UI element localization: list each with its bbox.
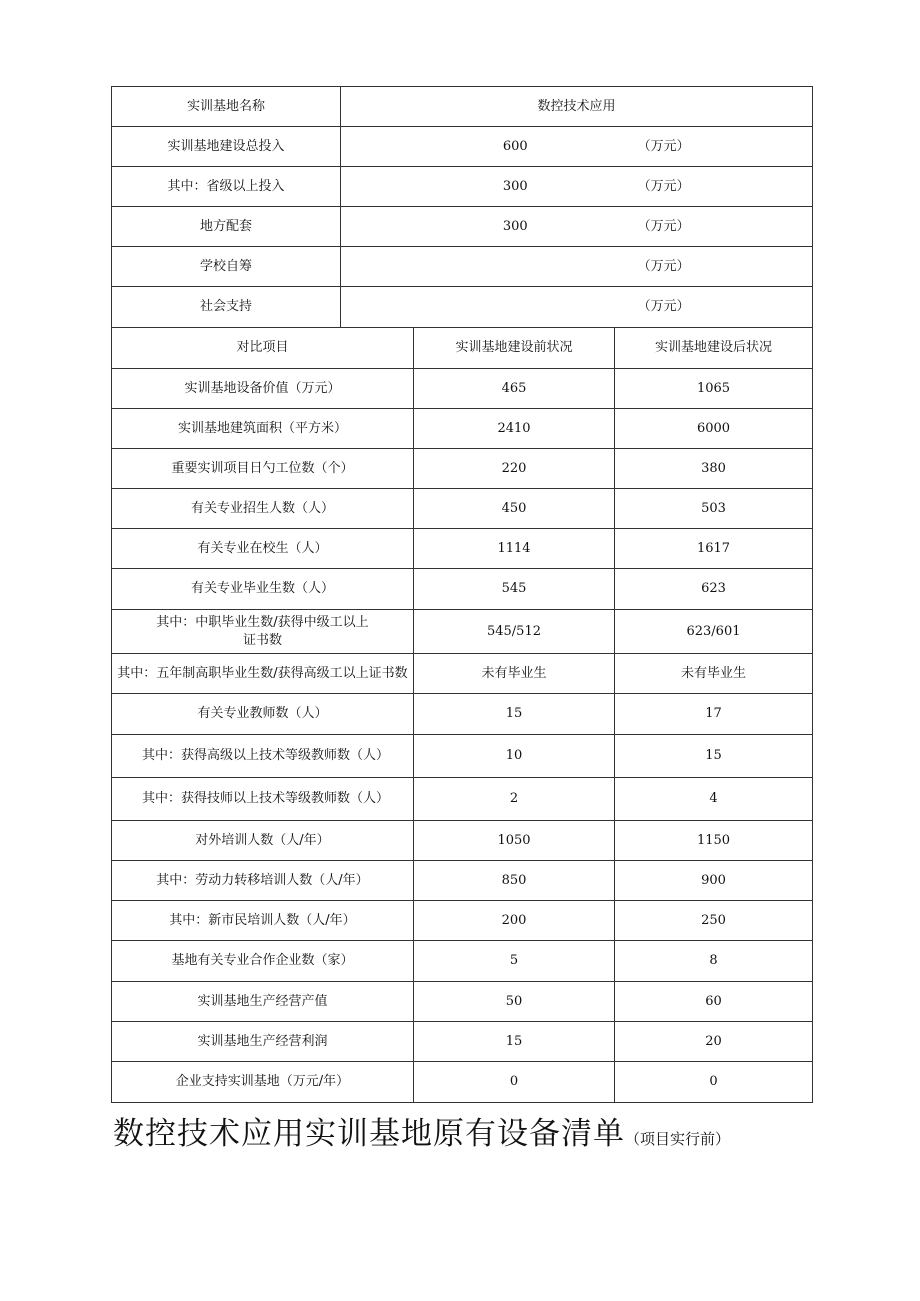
after-value: 623	[614, 569, 812, 609]
header-after: 实训基地建设后状况	[614, 328, 812, 368]
after-value: 1150	[614, 821, 812, 860]
amount-unit: （万元）	[637, 218, 690, 234]
amount-value: 300	[502, 178, 528, 194]
table-row	[111, 409, 813, 449]
before-value: 15	[413, 1022, 614, 1061]
before-value: 0	[413, 1062, 614, 1102]
heading-note: （项目实行前）	[625, 1130, 731, 1148]
after-value: 250	[614, 901, 812, 940]
table-row	[111, 287, 813, 328]
amount-cell	[340, 287, 812, 327]
item-label: 基地有关专业合作企业数（家）	[171, 953, 354, 968]
table-row	[111, 86, 813, 127]
table-row	[111, 861, 813, 901]
after-value: 1065	[614, 369, 812, 408]
table-row	[111, 778, 813, 821]
table-row	[111, 901, 813, 941]
after-value: 900	[614, 861, 812, 900]
base-name-value: 数控技术应用	[340, 87, 812, 126]
item-label: 企业支持实训基地（万元/年）	[175, 1074, 350, 1089]
after-value: 15	[614, 735, 812, 777]
amount-cell	[340, 247, 812, 286]
amount-cell	[340, 207, 812, 246]
amount-unit: （万元）	[637, 138, 690, 154]
table-row	[111, 127, 813, 167]
after-value: 8	[614, 941, 812, 981]
item-label: 其中：获得高级以上技术等级教师数（人）	[142, 748, 390, 763]
after-value: 4	[614, 778, 812, 820]
table-row	[111, 207, 813, 247]
amount-value: 600	[502, 138, 528, 154]
table-row	[111, 610, 813, 654]
before-value: 1050	[413, 821, 614, 860]
table-row	[111, 982, 813, 1022]
after-value: 17	[614, 694, 812, 734]
amount-unit: （万元）	[637, 258, 690, 274]
item-label: 有关专业招生人数（人）	[190, 500, 334, 516]
before-value: 10	[413, 735, 614, 777]
table-row	[111, 941, 813, 982]
item-label: 其中：获得技师以上技术等级教师数（人）	[142, 791, 390, 806]
table-row	[111, 1022, 813, 1062]
after-value: 503	[614, 489, 812, 528]
table-row	[111, 529, 813, 569]
table-row	[111, 489, 813, 529]
before-value: 15	[413, 694, 614, 734]
before-value: 2410	[413, 409, 614, 448]
item-label: 重要实训项目日勺工位数（个）	[171, 460, 354, 476]
after-value: 60	[614, 982, 812, 1021]
before-value: 50	[413, 982, 614, 1021]
amount-cell	[340, 127, 812, 166]
after-value: 623/601	[614, 610, 812, 653]
table-row	[111, 694, 813, 735]
item-label: 对外培训人数（人/年）	[195, 832, 330, 848]
before-value: 450	[413, 489, 614, 528]
item-label: 其中：新市民培训人数（人/年）	[169, 912, 356, 928]
after-value: 380	[614, 449, 812, 488]
table-row	[111, 369, 813, 409]
item-label: 其中：中职毕业生数/获得中级工以上证书数	[156, 614, 369, 648]
amount-cell	[340, 167, 812, 206]
after-value: 0	[614, 1062, 812, 1102]
amount-unit: （万元）	[637, 178, 690, 194]
before-value: 5	[413, 941, 614, 981]
before-value: 未有毕业生	[413, 654, 614, 693]
table-row	[111, 735, 813, 778]
table-row	[111, 569, 813, 610]
table-row	[111, 167, 813, 207]
before-value: 200	[413, 901, 614, 940]
heading-main: 数控技术应用实训基地原有设备清单	[113, 1116, 625, 1152]
amount-value: 300	[502, 218, 528, 234]
training-base-table	[111, 86, 813, 1103]
row-label: 实训基地名称	[186, 98, 265, 114]
item-label: 有关专业毕业生数（人）	[190, 581, 334, 596]
after-value: 1617	[614, 529, 812, 568]
amount-unit: （万元）	[637, 299, 690, 314]
compare-header-row	[111, 328, 813, 369]
table-row	[111, 1062, 813, 1103]
before-value: 1114	[413, 529, 614, 568]
item-label: 实训基地生产经营产值	[197, 993, 328, 1009]
item-label: 其中：五年制高职毕业生数/获得高级工以上证书数	[117, 665, 408, 681]
item-label: 实训基地建筑面积（平方米）	[177, 420, 347, 436]
amount-value	[341, 298, 558, 316]
item-label: 其中：劳动力转移培训人数（人/年）	[156, 872, 369, 888]
after-value: 未有毕业生	[614, 654, 812, 693]
amount-value	[341, 258, 558, 276]
before-value: 465	[413, 369, 614, 408]
before-value: 545/512	[413, 610, 614, 653]
equipment-list-heading	[113, 1108, 730, 1153]
table-row	[111, 247, 813, 287]
before-value: 2	[413, 778, 614, 820]
item-label: 有关专业在校生（人）	[197, 540, 328, 556]
before-value: 850	[413, 861, 614, 900]
row-label: 实训基地建设总投入	[167, 138, 285, 154]
header-before: 实训基地建设前状况	[413, 328, 614, 368]
after-value: 6000	[614, 409, 812, 448]
row-label: 其中：省级以上投入	[167, 178, 285, 194]
after-value: 20	[614, 1022, 812, 1061]
before-value: 220	[413, 449, 614, 488]
item-label: 有关专业教师数（人）	[197, 706, 328, 721]
before-value: 545	[413, 569, 614, 609]
header-item: 对比项目	[236, 340, 289, 355]
row-label: 地方配套	[199, 218, 252, 234]
table-row	[111, 821, 813, 861]
table-row	[111, 654, 813, 694]
row-label: 学校自筹	[199, 258, 252, 274]
table-row	[111, 449, 813, 489]
item-label: 实训基地设备价值（万元）	[184, 380, 341, 396]
row-label: 社会支持	[199, 299, 252, 314]
item-label: 实训基地生产经营利润	[197, 1033, 328, 1049]
